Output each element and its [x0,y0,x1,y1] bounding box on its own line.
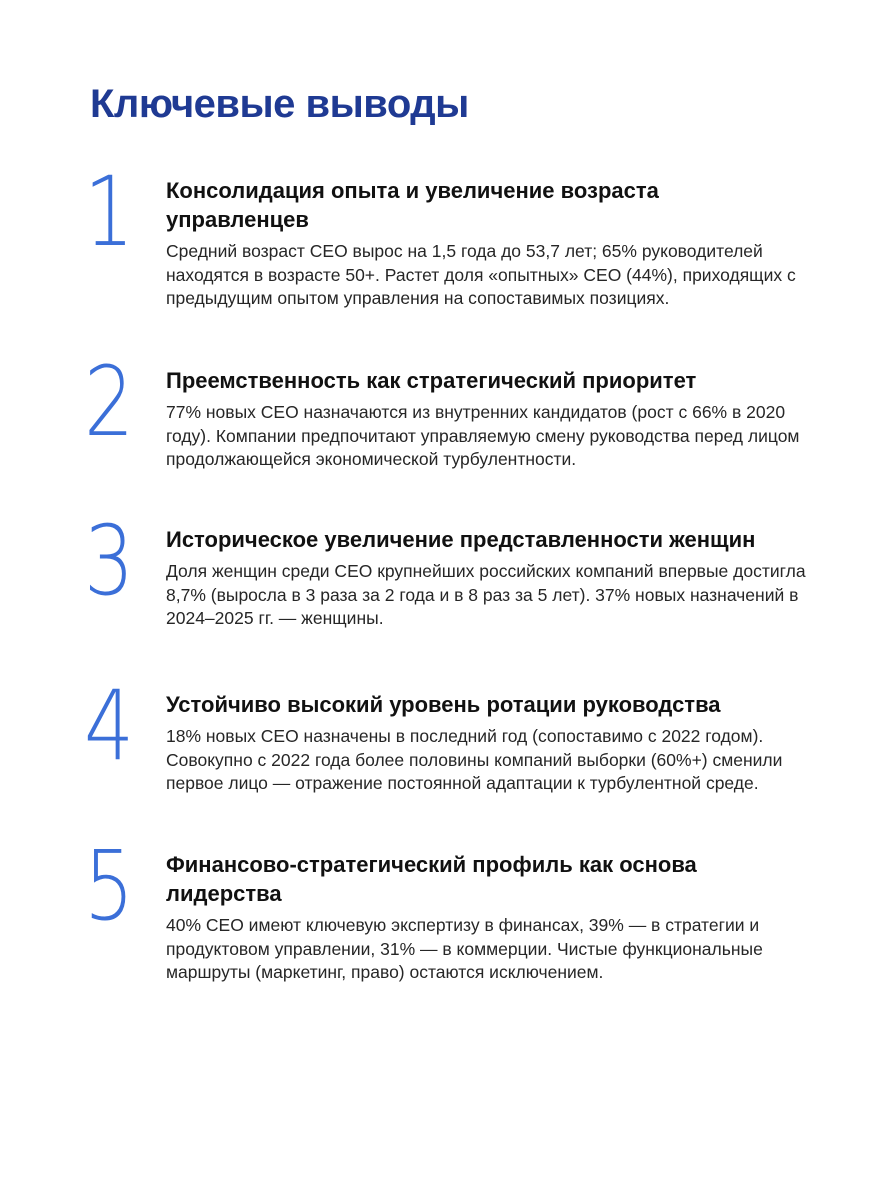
finding-heading: Устойчиво высокий уровень ротации руководства [166,692,721,717]
finding-heading: Финансово-стратегический профиль как основа лидерства [166,852,697,906]
finding-content [166,690,806,796]
page-title: Ключевые выводы [90,82,469,126]
finding-text: 40% CEO имеют ключевую экспертизу в финансах, 39% — в стратегии и продуктовом управлении, 31% — в коммерции. Чистые функциональные маршруты (маркетинг, право) остаются исключением. [166,915,763,982]
finding-number: 2 [84,346,135,458]
finding-number: 5 [84,830,135,942]
finding-heading: Преемственность как стратегический приоритет [166,368,697,393]
finding-number: 3 [84,505,135,617]
finding-text: 77% новых CEO назначаются из внутренних кандидатов (рост с 66% в 2020 году). Компании предпочитают управляемую смену руководства перед лицом продолжающейся экономической турбулентности. [166,402,800,469]
finding-heading: Консолидация опыта и увеличение возраста управленцев [166,178,659,232]
finding-content [166,366,806,472]
finding-heading: Историческое увеличение представленности женщин [166,527,756,552]
finding-number: 4 [84,670,135,782]
finding-number: 1 [84,156,135,268]
finding-text: 18% новых CEO назначены в последний год (сопоставимо с 2022 годом). Совокупно с 2022 года более половины компаний выборки (60%+) сменили первое лицо — отражение постоянной адаптации к турбулентной среде. [166,726,783,793]
finding-text: Доля женщин среди CEO крупнейших российских компаний впервые достигла 8,7% (выросла в 3 раза за 2 года и в 8 раз за 5 лет). 37% новых назначений в 2024–2025 гг. — женщины. [166,561,806,628]
finding-content [166,850,806,985]
finding-content [166,176,806,311]
finding-content [166,525,806,631]
finding-text: Средний возраст CEO вырос на 1,5 года до 53,7 лет; 65% руководителей находятся в возрасте 50+. Растет доля «опытных» CEO (44%), приходящих с предыдущим опытом управления на сопоставимых позициях. [166,241,796,308]
